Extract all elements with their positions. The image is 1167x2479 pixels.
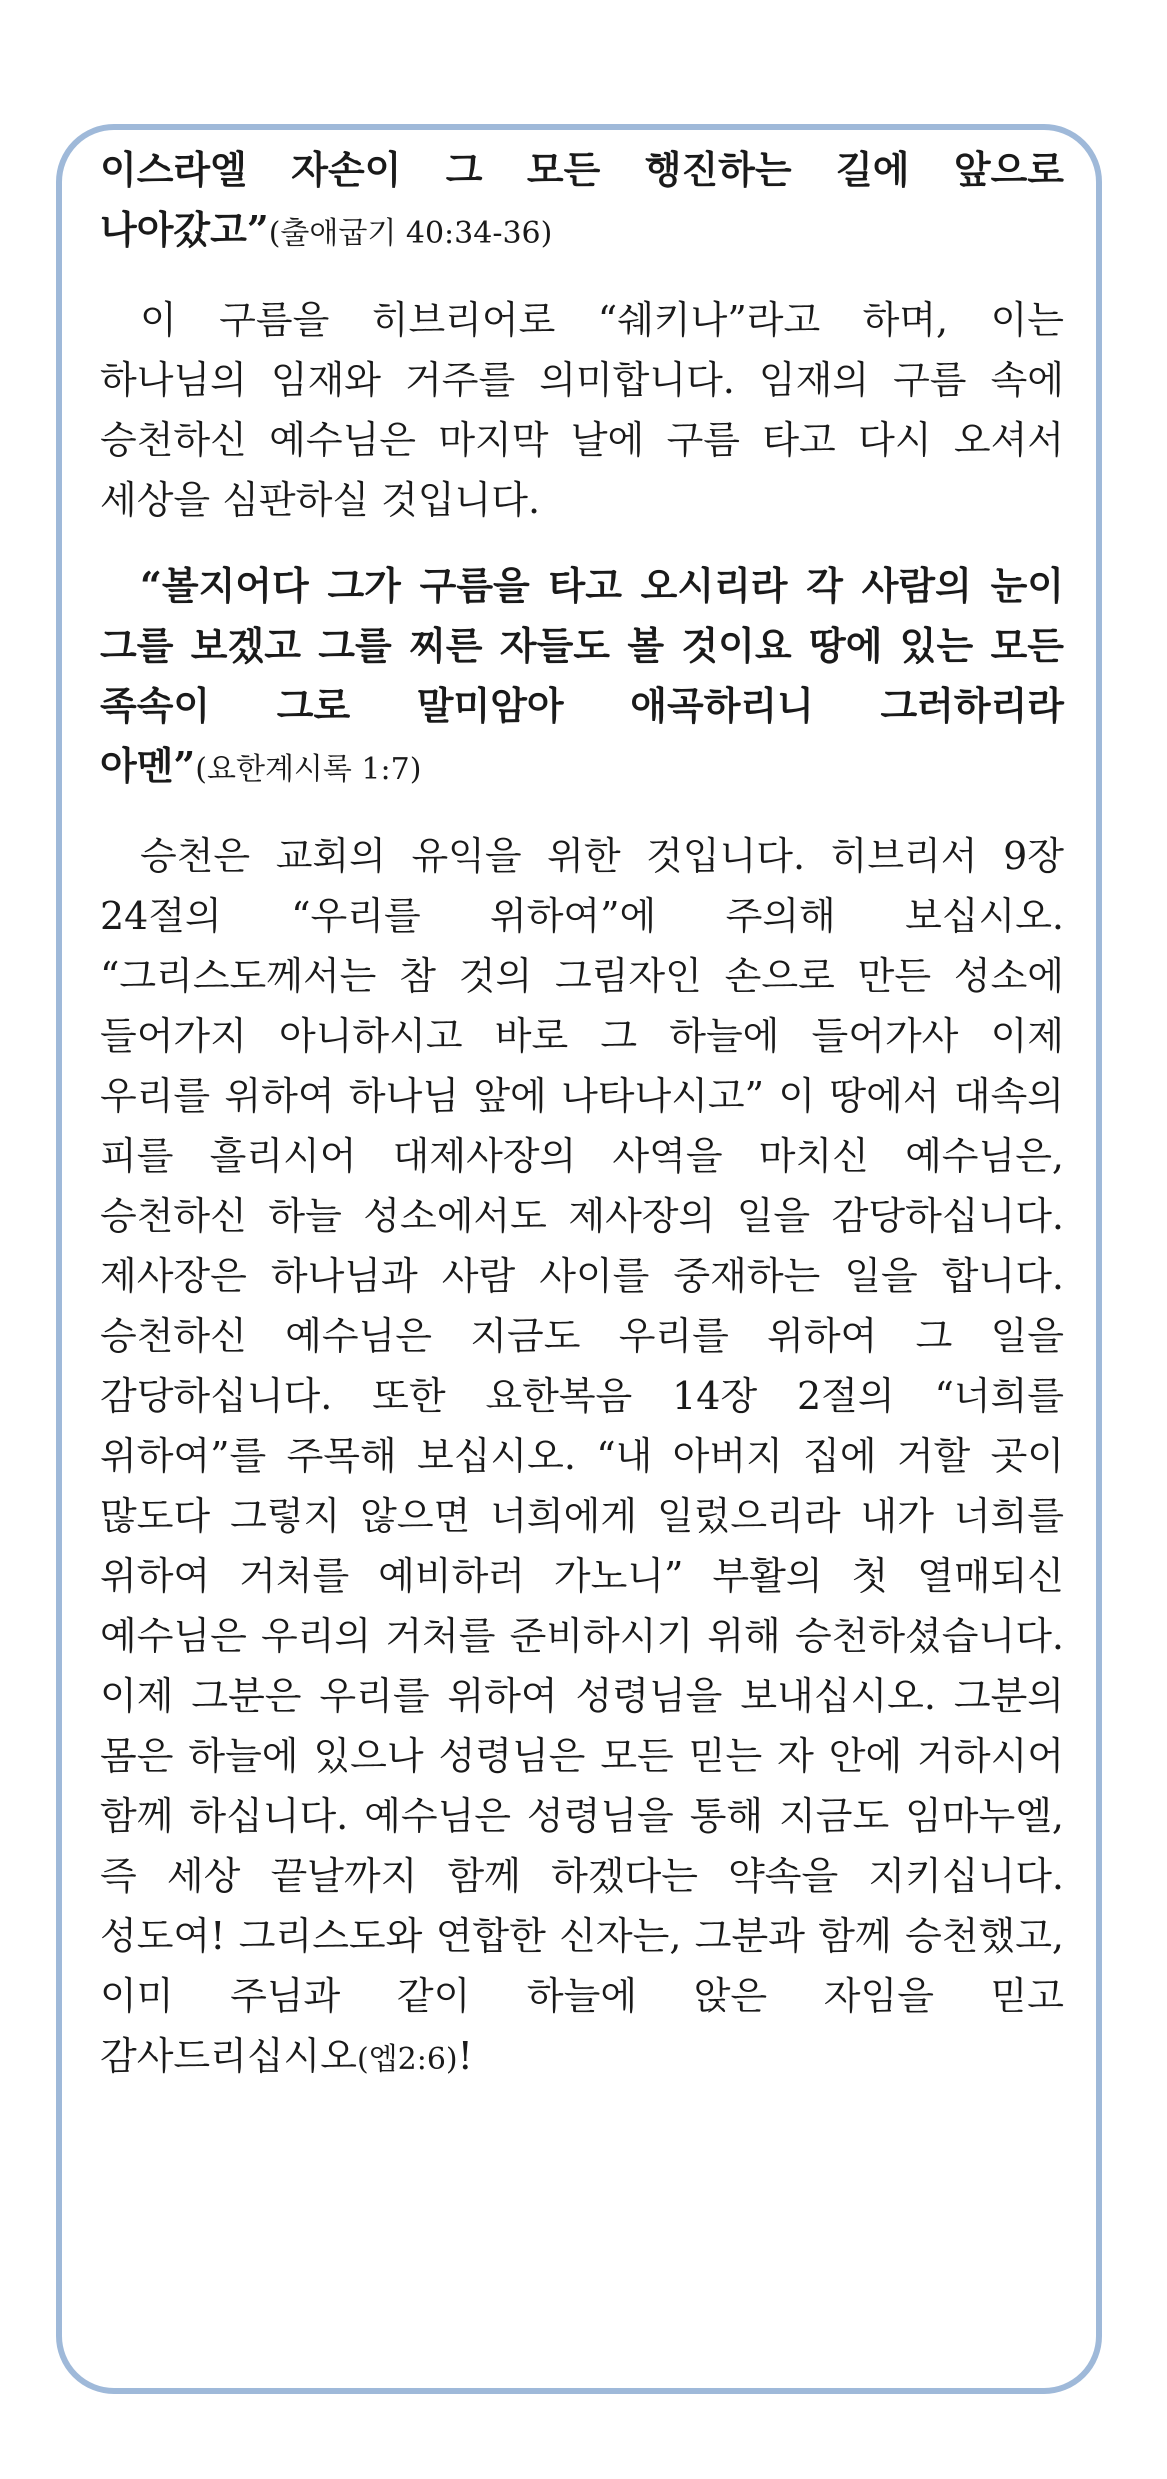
scripture-quote-revelation <box>100 556 1064 800</box>
paragraph-ascension <box>100 826 1064 2090</box>
paragraph-end-mark: ! <box>457 2034 473 2078</box>
scripture-quote-exodus <box>100 140 1064 264</box>
quote-text: 이스라엘 자손이 그 모든 행진하는 길에 앞으로 나아갔고” <box>100 147 1064 252</box>
scripture-reference: (엡2:6) <box>356 2042 458 2077</box>
paragraph-shekinah: 이 구름을 히브리어로 “쉐키나”라고 하며, 이는 하나님의 임재와 거주를 의미합니다. 임재의 구름 속에 승천하신 예수님은 마지막 날에 구름 타고 다시 오셔서 세상을 심판하실 것입니다. <box>100 298 1064 522</box>
paragraph-text: 승천은 교회의 유익을 위한 것입니다. 히브리서 9장 24절의 “우리를 위하여”에 주의해 보십시오. “그리스도께서는 참 것의 그림자인 손으로 만든 성소에 들어가지 아니하시고 바로 그 하늘에 들어가사 이제 우리를 위하여 하나님 앞에 나타나시고” 이 땅에서 대속의 피를 흘리시어 대제사장의 사역을 마치신 예수님은, 승천하신 하늘 성소에서도 제사장의 일을 감당하십니다. 제사장은 하나님과 사람 사이를 중재하는 일을 합니다. 승천하신 예수님은 지금도 우리를 위하여 그 일을 감당하십니다. 또한 요한복음 14장 2절의 “너희를 위하여”를 주목해 보십시오. “내 아버지 집에 거할 곳이 많도다 그렇지 않으면 너희에게 일렀으리라 내가 너희를 위하여 거처를 예비하러 가노니” 부활의 첫 열매되신 예수님은 우리의 거처를 준비하시기 위해 승천하셨습니다. 이제 그분은 우리를 위하여 성령님을 보내십시오. 그분의 몸은 하늘에 있으나 성령님은 모든 믿는 자 안에 거하시어 함께 하십니다. 예수님은 성령님을 통해 지금도 임마누엘, 즉 세상 끝날까지 함께 하겠다는 약속을 지키십니다. 성도여! 그리스도와 연합한 신자는, 그분과 함께 승천했고, 이미 주님과 같이 하늘에 앉은 자임을 믿고 감사드리십시오 <box>100 834 1064 2078</box>
scripture-reference: (출애굽기 40:34-36) <box>268 216 553 251</box>
scripture-reference: (요한계시록 1:7) <box>195 752 422 787</box>
article-body <box>100 140 1064 2090</box>
quote-text: “볼지어다 그가 구름을 타고 오시리라 각 사람의 눈이 그를 보겠고 그를 찌른 자들도 볼 것이요 땅에 있는 모든 족속이 그로 말미암아 애곡하리니 그러하리라 아멘” <box>100 563 1064 788</box>
